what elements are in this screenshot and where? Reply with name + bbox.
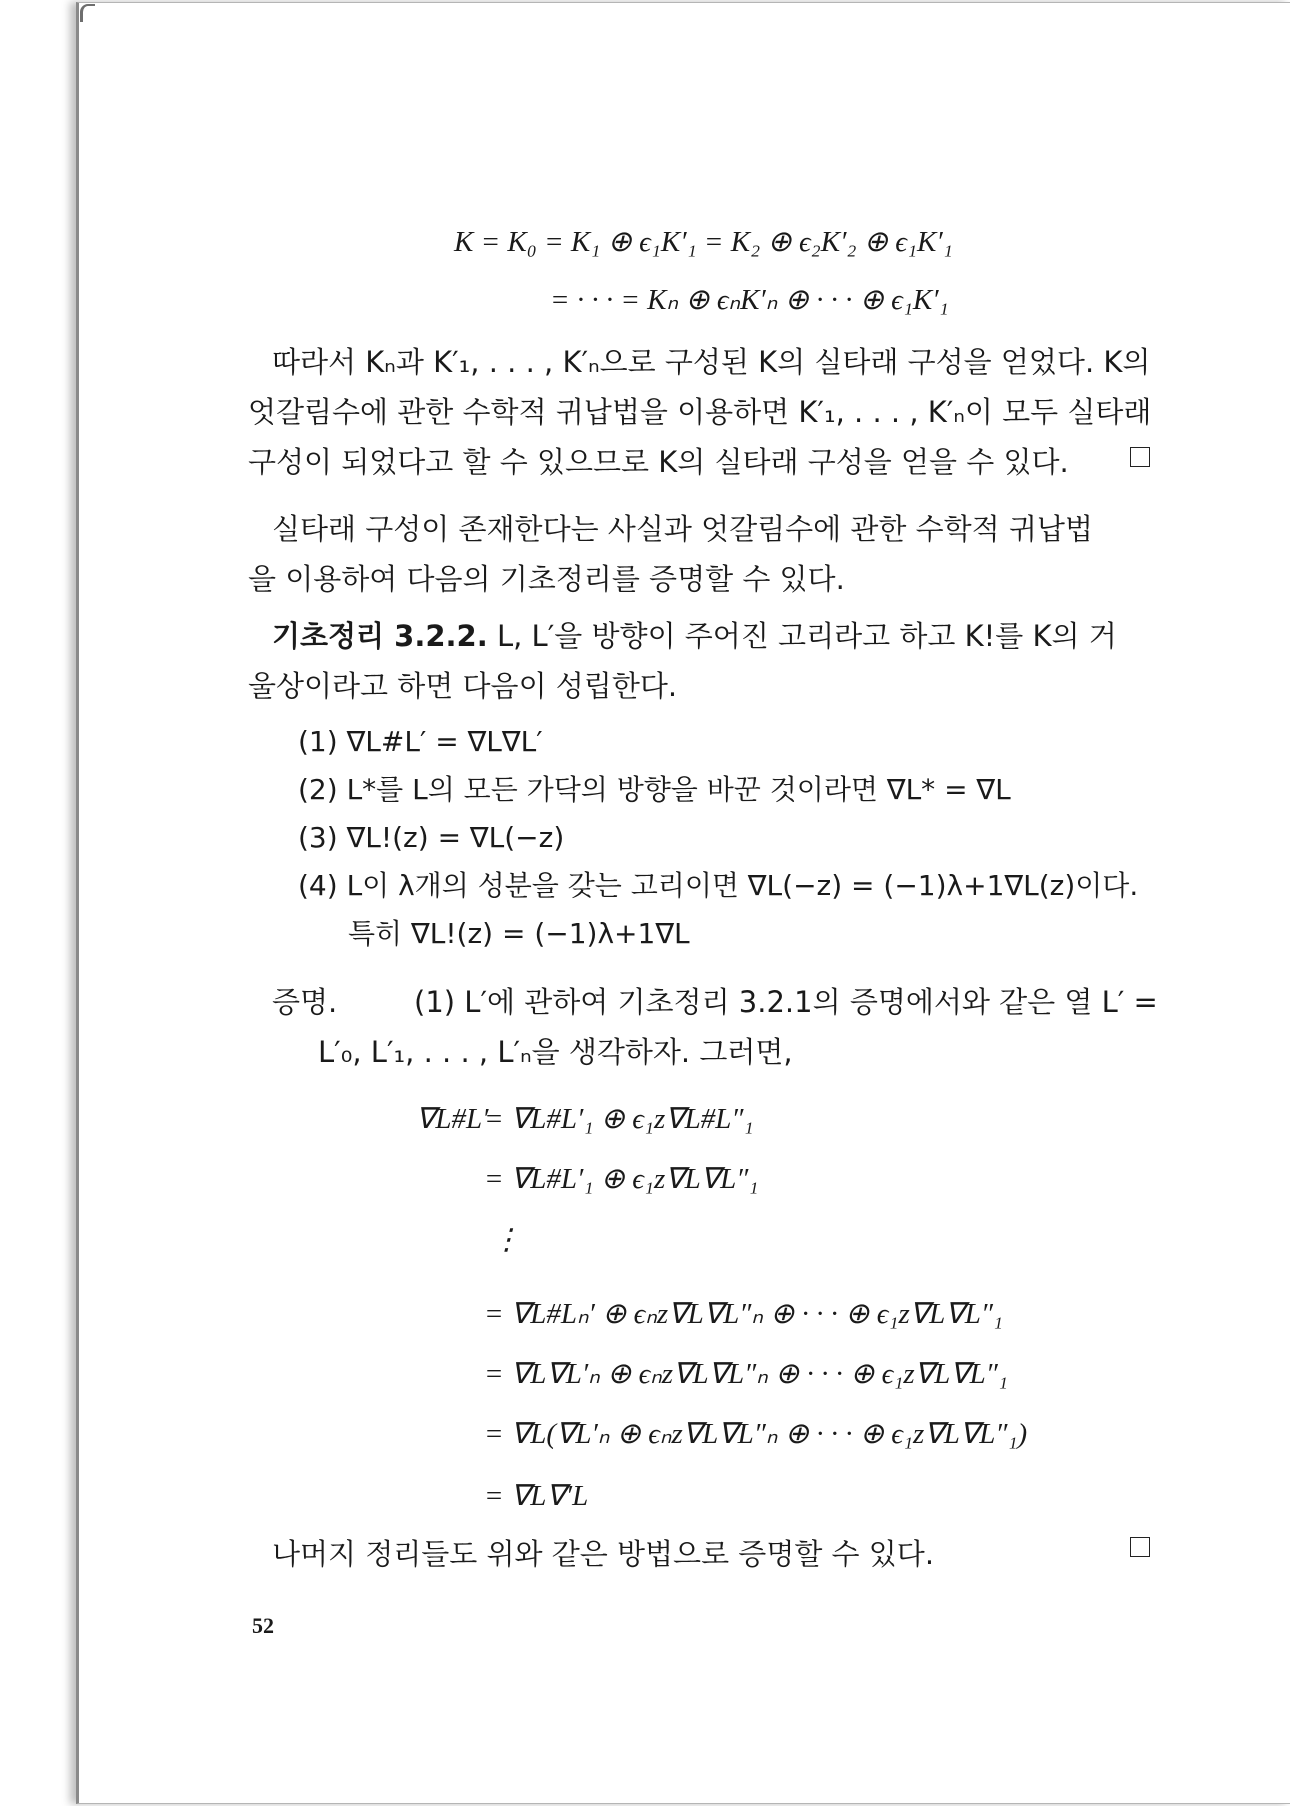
qed-square-icon [1130, 447, 1150, 467]
theorem-item-3: (3) ∇L!(z) = ∇L(−z) [298, 821, 565, 854]
theorem-label: 기초정리 3.2.2. [272, 619, 488, 653]
paragraph-1-line-2: 엇갈림수에 관한 수학적 귀납법을 이용하면 K′₁, . . . , K′ₙ이 모두 실타래 [248, 395, 1152, 429]
theorem-item-1: (1) ∇L#L′ = ∇L∇L′ [298, 725, 543, 758]
closing-sentence: 나머지 정리들도 위와 같은 방법으로 증명할 수 있다. [272, 1537, 935, 1571]
page-corner-curl [80, 4, 95, 22]
proof-step-5: = ∇L(∇L′ₙ ⊕ ϵₙz∇L∇L″ₙ ⊕ · · · ⊕ ϵ₁z∇L∇L″₁) [484, 1418, 1028, 1450]
theorem-item-2: (2) L*를 L의 모든 가닥의 방향을 바꾼 것이라면 ∇L* = ∇L [298, 773, 1011, 806]
theorem-item-4-special: 특히 ∇L!(z) = (−1)λ+1∇L [348, 917, 690, 950]
proof-step-2: = ∇L#L′₁ ⊕ ϵ₁z∇L∇L″₁ [484, 1163, 759, 1195]
proof-step-1: = ∇L#L′₁ ⊕ ϵ₁z∇L#L″₁ [484, 1103, 754, 1135]
theorem-item-4: (4) L이 λ개의 성분을 갖는 고리이면 ∇L(−z) = (−1)λ+1∇L(z)이다. [298, 869, 1139, 902]
qed-square-icon [1130, 1537, 1150, 1557]
proof-lhs: ∇L#L′ [416, 1103, 489, 1135]
proof-step-4: = ∇L∇L′ₙ ⊕ ϵₙz∇L∇L″ₙ ⊕ · · · ⊕ ϵ₁z∇L∇L″₁ [484, 1358, 1008, 1390]
proof-step-6: = ∇L∇′L [484, 1480, 589, 1512]
paragraph-1-line-3: 구성이 되었다고 할 수 있으므로 K의 실타래 구성을 얻을 수 있다. [248, 445, 1069, 479]
theorem-text-1: L, L′을 방향이 주어진 고리라고 하고 K!를 K의 거 [496, 619, 1117, 653]
proof-line-2: L′₀, L′₁, . . . , L′ₙ을 생각하자. 그러면, [318, 1035, 793, 1069]
proof-line-1: (1) L′에 관하여 기초정리 3.2.1의 증명에서와 같은 열 L′ = [414, 985, 1158, 1019]
paragraph-2-line-1: 실타래 구성이 존재한다는 사실과 엇갈림수에 관한 수학적 귀납법 [272, 512, 1093, 546]
theorem-line-2: 울상이라고 하면 다음이 성립한다. [248, 669, 678, 703]
proof-vertical-dots: ⋮ [492, 1224, 521, 1256]
theorem-line-1 [272, 612, 1117, 660]
paragraph-1-line-1: 따라서 Kₙ과 K′₁, . . . , K′ₙ으로 구성된 K의 실타래 구성을 얻었다. K의 [272, 345, 1151, 379]
page-content [248, 0, 1158, 1806]
proof-label: 증명. [272, 985, 338, 1019]
paragraph-2-line-2: 을 이용하여 다음의 기초정리를 증명할 수 있다. [248, 562, 845, 596]
equation-line-1: K = K₀ = K₁ ⊕ ϵ₁K′₁ = K₂ ⊕ ϵ₂K′₂ ⊕ ϵ₁K′₁ [454, 226, 953, 258]
page-number: 52 [252, 1613, 274, 1638]
proof-step-3: = ∇L#Lₙ′ ⊕ ϵₙz∇L∇L″ₙ ⊕ · · · ⊕ ϵ₁z∇L∇L″₁ [484, 1298, 1003, 1330]
equation-line-2: = · · · = Kₙ ⊕ ϵₙK′ₙ ⊕ · · · ⊕ ϵ₁K′₁ [550, 284, 949, 316]
